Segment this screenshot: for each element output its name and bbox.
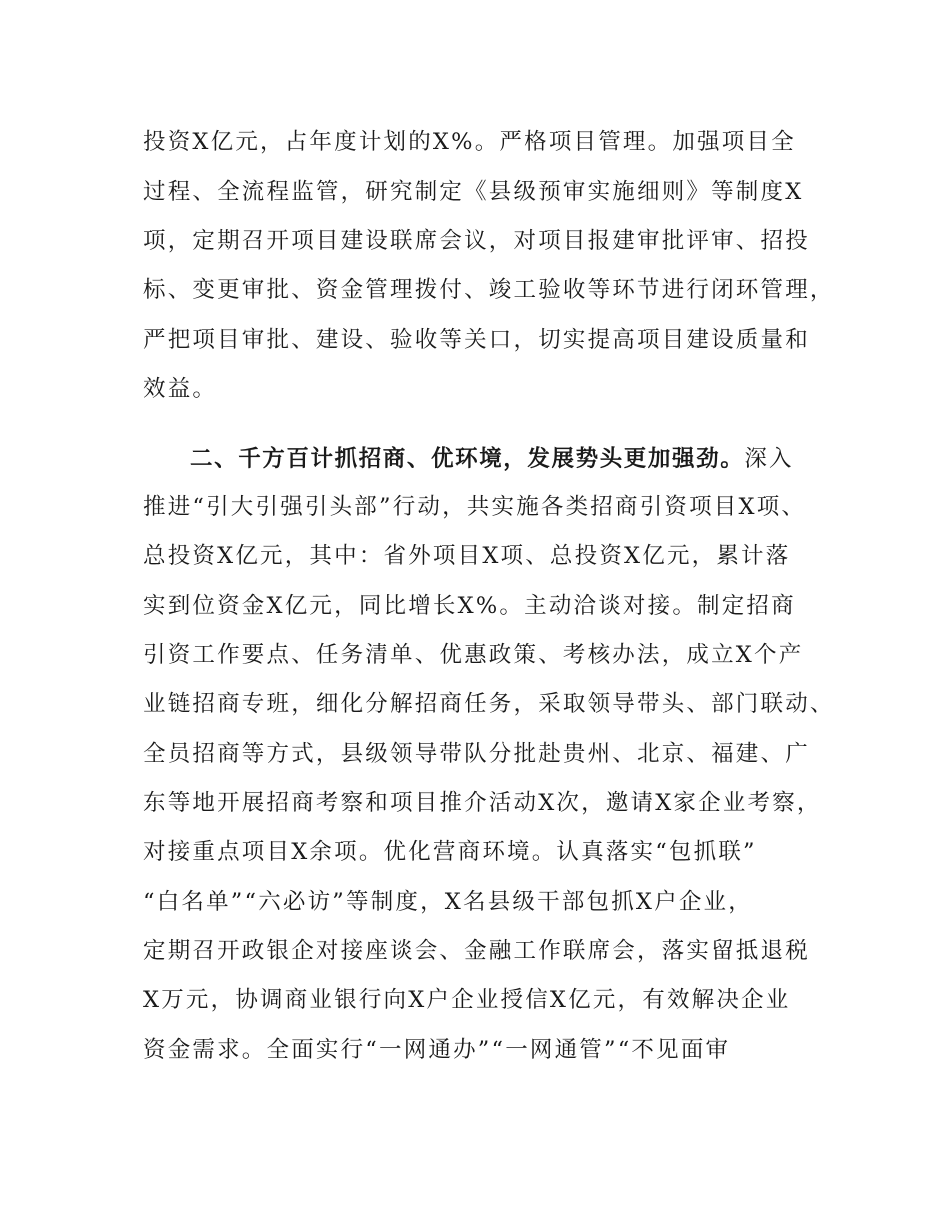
paragraph-line: 项，定期召开项目建设联席会议，对项目报建审批评审、招投	[143, 228, 810, 254]
paragraph-line: 引资工作要点、任务清单、优惠政策、考核办法，成立X个产	[143, 642, 804, 668]
paragraph-line: 全员招商等方式，县级领导带队分批赴贵州、北京、福建、广	[143, 741, 810, 767]
paragraph-line: 东等地开展招商考察和项目推介活动X次，邀请X家企业考察，	[143, 790, 822, 816]
paragraph-line: 资金需求。全面实行“一网通办”“一网通管”“不见面审	[143, 1037, 731, 1063]
paragraph-line: 严把项目审批、建设、验收等关口，切实提高项目建设质量和	[143, 327, 810, 353]
paragraph-line: 定期召开政银企对接座谈会、金融工作联席会，落实留抵退税	[143, 938, 810, 964]
section-heading-line	[190, 439, 880, 479]
paragraph-line: “白名单”“六必访”等制度，X名县级干部包抓X户企业，	[143, 889, 753, 915]
paragraph-line: 实到位资金X亿元，同比增长X%。主动洽谈对接。制定招商	[143, 593, 796, 619]
paragraph-line: 业链招商专班，细化分解招商任务，采取领导带头、部门联动、	[143, 691, 835, 717]
paragraph-line: 推进“引大引强引头部”行动，共实施各类招商引资项目X项、	[143, 494, 807, 520]
paragraph-line: 总投资X亿元，其中：省外项目X项、总投资X亿元，累计落	[143, 543, 791, 569]
paragraph-line: 对接重点项目X余项。优化营商环境。认真落实“包抓联”	[143, 839, 757, 865]
paragraph-line: X万元，协调商业银行向X户企业授信X亿元，有效解决企业	[143, 987, 791, 1013]
paragraph-line: 投资X亿元，占年度计划的X%。严格项目管理。加强项目全	[143, 129, 796, 155]
section-heading: 二、千方百计抓招商、优环境，发展势头更加强劲。	[190, 446, 745, 472]
paragraph-text: 深入	[744, 446, 794, 472]
paragraph-line: 过程、全流程监管，研究制定《县级预审实施细则》等制度X	[143, 179, 804, 205]
paragraph-line: 效益。	[143, 376, 218, 402]
paragraph-line: 标、变更审批、资金管理拨付、竣工验收等环节进行闭环管理，	[143, 277, 835, 303]
